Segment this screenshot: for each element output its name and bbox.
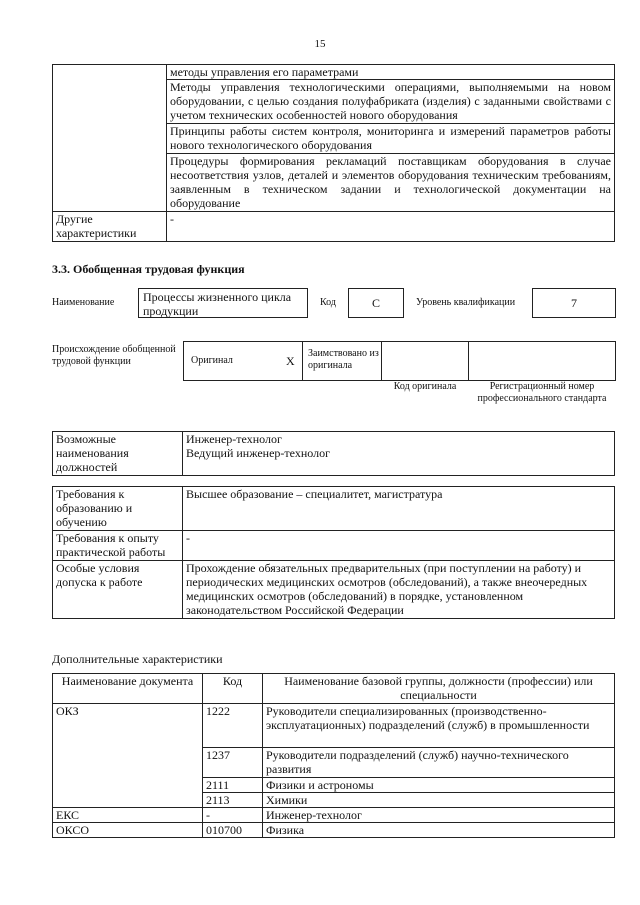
origin-label: Происхождение обобщенной трудовой функции <box>52 344 176 367</box>
header-code: Код <box>203 674 263 704</box>
code-cell: 2113 <box>203 793 263 808</box>
requirements-table <box>52 486 615 619</box>
doc-cell: ОКСО <box>53 823 203 838</box>
origin-borrowed-box <box>302 341 382 381</box>
table-row <box>53 704 615 748</box>
knowledge-item: методы управления его параметрами <box>167 65 615 80</box>
knowledge-label-cell <box>53 65 167 212</box>
code-box <box>348 288 404 318</box>
code-original-caption: Код оригинала <box>393 381 457 392</box>
code-cell: 1237 <box>203 748 263 778</box>
level-label: Уровень квалификации <box>416 297 516 308</box>
requirement-value: Высшее образование – специалитет, магистратура <box>183 487 615 531</box>
reg-number-caption: Регистрационный номер профессионального стандарта <box>477 381 607 404</box>
table-row <box>53 487 615 531</box>
header-document: Наименование документа <box>53 674 203 704</box>
doc-cell: ОКЗ <box>53 704 203 808</box>
position-item: Ведущий инженер-технолог <box>186 446 330 460</box>
table-row <box>53 561 615 619</box>
table-row <box>53 212 615 242</box>
page-number: 15 <box>314 38 326 50</box>
other-characteristics-label: Другие характеристики <box>53 212 167 242</box>
knowledge-item: Методы управления технологическими операциями, выполняемыми на новом оборудовании, с целью создания полуфабриката (изделия) с заданными свойствами с учетом технических особенностей нового оборудования <box>167 80 615 124</box>
additional-title: Дополнительные характеристики <box>52 652 223 666</box>
other-characteristics-value: - <box>167 212 615 242</box>
table-row <box>53 65 615 80</box>
level-box <box>532 288 616 318</box>
table-row <box>53 432 615 476</box>
table-row <box>53 823 615 838</box>
name-cell: Физика <box>263 823 615 838</box>
knowledge-item: Процедуры формирования рекламаций поставщикам оборудования в случае несоответствия узлов, деталей и элементов оборудования техническим требованиям, заявленным в техническом задании и технологической документации на оборудование <box>167 154 615 212</box>
origin-original-box <box>183 341 303 381</box>
table-row <box>53 808 615 823</box>
table-row <box>53 674 615 704</box>
name-cell: Руководители специализированных (производственно-эксплуатационных) подразделений (служб) в промышленности <box>263 704 615 748</box>
section-title: 3.3. Обобщенная трудовая функция <box>52 262 245 276</box>
function-name-value: Процессы жизненного цикла продукции <box>143 290 292 318</box>
knowledge-item: Принципы работы систем контроля, мониторинга и измерений параметров работы нового технологического оборудования <box>167 124 615 154</box>
code-cell: 2111 <box>203 778 263 793</box>
origin-code-box <box>381 341 469 381</box>
requirement-value: Прохождение обязательных предварительных (при поступлении на работу) и периодических медицинских осмотров (обследований), а также внеочередных медицинских осмотров (обследований) в порядке, установленном законодательством Российской Федерации <box>183 561 615 619</box>
requirement-label: Требования к опыту практической работы <box>53 531 183 561</box>
original-label: Оригинал <box>191 355 233 366</box>
position-item: Инженер-технолог <box>186 432 282 446</box>
table-row <box>53 531 615 561</box>
name-cell: Физики и астрономы <box>263 778 615 793</box>
requirement-label: Особые условия допуска к работе <box>53 561 183 619</box>
requirement-label: Требования к образованию и обучению <box>53 487 183 531</box>
borrowed-label: Заимствовано из оригинала <box>308 348 379 371</box>
level-value: 7 <box>571 296 577 310</box>
code-label: Код <box>320 297 336 308</box>
code-cell: 1222 <box>203 704 263 748</box>
knowledge-table <box>52 64 615 242</box>
code-value: C <box>371 296 380 310</box>
name-cell: Инженер-технолог <box>263 808 615 823</box>
header-name: Наименование базовой группы, должности (профессии) или специальности <box>263 674 615 704</box>
additional-table <box>52 673 615 838</box>
positions-table <box>52 431 615 476</box>
function-name-box <box>138 288 308 318</box>
name-label: Наименование <box>52 297 115 308</box>
name-cell: Химики <box>263 793 615 808</box>
positions-label: Возможные наименования должностей <box>53 432 183 476</box>
origin-reg-box <box>468 341 616 381</box>
code-cell: 010700 <box>203 823 263 838</box>
name-cell: Руководители подразделений (служб) научно-технического развития <box>263 748 615 778</box>
original-mark: X <box>286 354 295 368</box>
doc-cell: ЕКС <box>53 808 203 823</box>
code-cell: - <box>203 808 263 823</box>
requirement-value: - <box>183 531 615 561</box>
